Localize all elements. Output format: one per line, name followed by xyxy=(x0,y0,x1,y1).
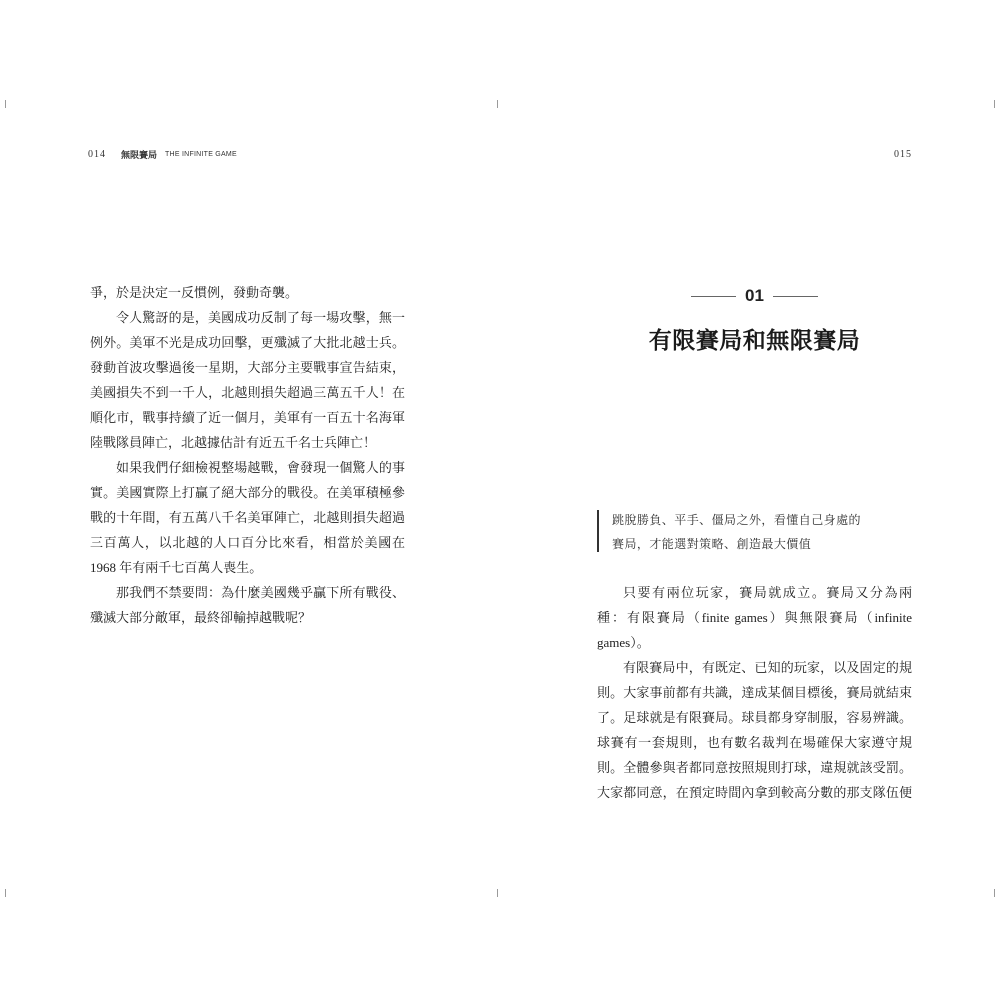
body-line: 令人驚訝的是，美國成功反制了每一場攻擊，無一 xyxy=(116,310,405,325)
body-line: 美國損失不到一千人，北越則損失超過三萬五千人！在 xyxy=(90,385,405,400)
body-line: 三百萬人，以北越的人口百分比來看，相當於美國在 xyxy=(90,535,405,550)
paragraph xyxy=(90,280,405,305)
body-line: 例外。美軍不光是成功回擊，更殲滅了大批北越士兵。 xyxy=(90,335,405,350)
body-line: 爭，於是決定一反慣例，發動奇襲。 xyxy=(90,285,299,300)
body-line: games）。 xyxy=(597,635,650,650)
epigraph-line: 賽局，才能選對策略、創造最大價值 xyxy=(612,537,812,551)
body-line: 如果我們仔細檢視整場越戰，會發現一個驚人的事 xyxy=(116,460,405,475)
chapter-number: 01 xyxy=(745,286,764,305)
body-line: 陸戰隊員陣亡，北越據估計有近五千名士兵陣亡！ xyxy=(90,435,377,450)
chapter-divider-rule xyxy=(691,296,736,297)
body-line: 1968 年有兩千七百萬人喪生。 xyxy=(90,560,263,575)
body-line: 實。美國實際上打贏了絕大部分的戰役。在美軍積極參 xyxy=(90,485,405,500)
running-head-title: 無限賽局 xyxy=(121,150,158,160)
body-line: 只要有兩位玩家，賽局就成立。賽局又分為兩 xyxy=(623,585,912,600)
body-line: 戰的十年間，有五萬八千名美軍陣亡，北越則損失超過 xyxy=(90,510,405,525)
chapter-title: 有限賽局和無限賽局 xyxy=(648,327,861,353)
paragraph xyxy=(597,580,912,655)
body-text xyxy=(90,280,405,630)
body-text xyxy=(597,580,912,805)
running-head-subtitle: THE INFINITE GAME xyxy=(165,151,237,158)
epigraph-line: 跳脫勝負、平手、僵局之外，看懂自己身處的 xyxy=(612,513,862,527)
body-line: 了。足球就是有限賽局。球員都身穿制服，容易辨識。 xyxy=(597,710,912,725)
body-line: 大家都同意，在預定時間內拿到較高分數的那支隊伍便 xyxy=(597,785,912,800)
paragraph xyxy=(90,455,405,580)
paragraph xyxy=(90,305,405,455)
body-line: 則。全體參與者都同意按照規則打球，違規就該受罰。 xyxy=(597,760,912,775)
body-line: 殲滅大部分敵軍，最終卻輸掉越戰呢？ xyxy=(90,610,312,625)
epigraph xyxy=(612,508,912,556)
body-line: 發動首波攻擊過後一星期，大部分主要戰事宣告結束， xyxy=(90,360,405,375)
paragraph xyxy=(597,655,912,805)
body-line: 球賽有一套規則，也有數名裁判在場確保大家遵守規 xyxy=(597,735,912,750)
right-page xyxy=(500,0,1000,1000)
body-line: 有限賽局中，有既定、已知的玩家，以及固定的規 xyxy=(623,660,912,675)
body-line: 種：有限賽局（finite games）與無限賽局（infinite xyxy=(597,610,912,625)
chapter-divider-rule xyxy=(773,296,818,297)
chapter-heading xyxy=(597,284,912,308)
page-number: 014 xyxy=(88,149,106,160)
paragraph xyxy=(90,580,405,630)
body-line: 則。大家事前都有共識，達成某個目標後，賽局就結束 xyxy=(597,685,912,700)
page-number: 015 xyxy=(894,149,912,160)
epigraph-rule xyxy=(597,510,599,552)
body-line: 那我們不禁要問：為什麼美國幾乎贏下所有戰役、 xyxy=(116,585,405,600)
body-line: 順化市，戰事持續了近一個月，美軍有一百五十名海軍 xyxy=(90,410,405,425)
